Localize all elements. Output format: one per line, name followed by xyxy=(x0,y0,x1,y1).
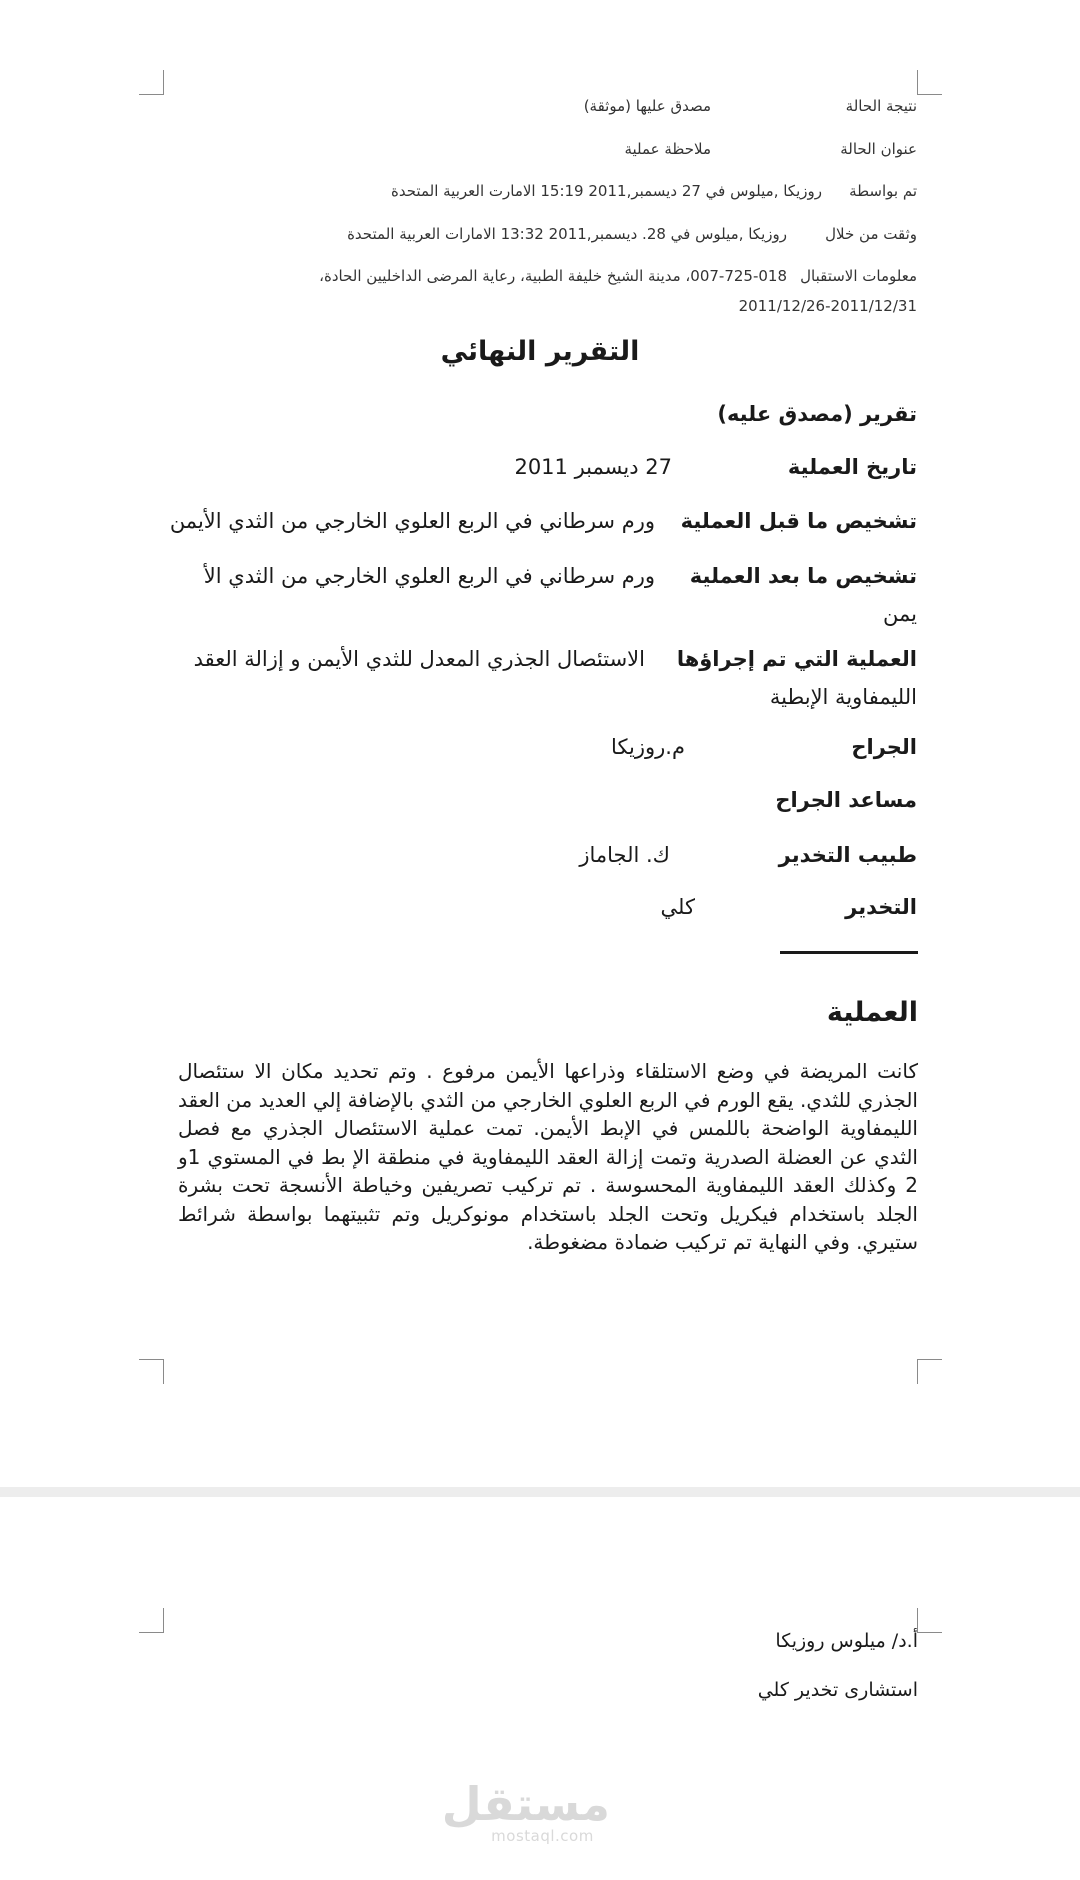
signature-title: استشارى تخدير كلي xyxy=(757,1679,918,1701)
watermark-latin: mostaql.com xyxy=(491,1827,594,1845)
watermark-arabic: مستقل xyxy=(441,1777,610,1831)
verified-by-value: روزيكا ,ميلوس في 28. ديسمبر,2011 13:32 الامارات العربية المتحدة xyxy=(347,225,787,243)
anesthesia-value: كلي xyxy=(660,895,695,919)
operation-heading: العملية xyxy=(826,997,918,1028)
procedure-performed-value: الاستئصال الجذري المعدل للثدي الأيمن و إزالة العقد الليمفاوية الإبطية xyxy=(193,647,917,709)
case-title-value: ملاحظة عملية xyxy=(624,140,711,158)
performed-by-label: تم بواسطة xyxy=(849,182,917,200)
margin-corner-mark xyxy=(917,1359,942,1384)
post-op-diagnosis-label: تشخيص ما بعد العملية xyxy=(689,564,917,588)
verified-by-label: وثقت من خلال xyxy=(825,225,917,243)
surgeon-label: الجراح xyxy=(851,735,917,759)
operation-date-value: 27 ديسمبر 2011 xyxy=(514,455,672,479)
margin-corner-mark xyxy=(139,1359,164,1384)
operation-description: كانت المريضة في وضع الاستلقاء وذراعها الأيمن مرفوع . وتم تحديد مكان الا ستئصال الجذري للثدي. يقع الورم في الربع العلوي الخارجي من الثدي بالإضافة إلي العديد من العقد الليمفاوية الواضحة باللمس في الإبط الأيمن. تمت عملية الاستئصال الجذري مع فصل الثدي عن العضلة الصدرية وتمت إزالة العقد الليمفاوية في منطقة الإ بط في المستوي 1و 2 وكذلك العقد الليمفاوية المحسوسة . تم تركيب تصريفين وخياطة الأنسجة تحت بشرة الجلد باستخدام فيكريل وتحت الجلد باستخدام مونوكريل وتم تثبيتهما بواسطة شرائط ستيري. وفي النهاية تم تركيب ضمادة مضغوطة. xyxy=(178,1059,918,1254)
report-title: التقرير النهائي xyxy=(440,336,640,367)
anesthesia-label: التخدير xyxy=(845,895,917,919)
section-divider xyxy=(780,951,918,954)
margin-corner-mark xyxy=(917,1608,942,1633)
page-separator xyxy=(0,1487,1080,1497)
post-op-diagnosis-value: ورم سرطاني في الربع العلوي الخارجي من الثدي الأ يمن xyxy=(203,564,917,626)
admission-info-value: 007-725-018، مدينة الشيخ خليفة الطبية، رعاية المرضى الداخليين الحادة، 2011/12/31-2011/12/26 xyxy=(319,267,917,315)
signature-name: أ.د/ ميلوس روزيكا xyxy=(775,1630,918,1652)
admission-info-label: معلومات الاستقبال xyxy=(800,267,917,285)
margin-corner-mark xyxy=(139,70,164,95)
anesthesiologist-value: ك. الجاماز xyxy=(579,843,670,867)
surgeon-value: م.روزيكا xyxy=(611,735,685,759)
case-title-label: عنوان الحالة xyxy=(840,140,917,158)
mostaql-watermark xyxy=(441,1777,610,1845)
anesthesiologist-label: طبيب التخدير xyxy=(778,843,917,867)
operation-date-label: تاريخ العملية xyxy=(787,455,917,479)
performed-by-value: روزيكا ,ميلوس في 27 ديسمبر,2011 15:19 الامارت العربية المتحدة xyxy=(391,182,822,200)
case-result-value: مصدق عليها (موثقة) xyxy=(583,97,711,115)
case-result-label: نتيجة الحالة xyxy=(845,97,917,115)
report-status: تقرير (مصدق عليه) xyxy=(717,402,917,426)
assistant-surgeon-label: مساعد الجراح xyxy=(775,788,917,812)
pre-op-diagnosis-label: تشخيص ما قبل العملية xyxy=(680,509,917,533)
margin-corner-mark xyxy=(917,70,942,95)
pre-op-diagnosis-value: ورم سرطاني في الربع العلوي الخارجي من الثدي الأيمن xyxy=(169,509,655,533)
margin-corner-mark xyxy=(139,1608,164,1633)
procedure-performed-label: العملية التي تم إجراؤها xyxy=(676,647,917,671)
